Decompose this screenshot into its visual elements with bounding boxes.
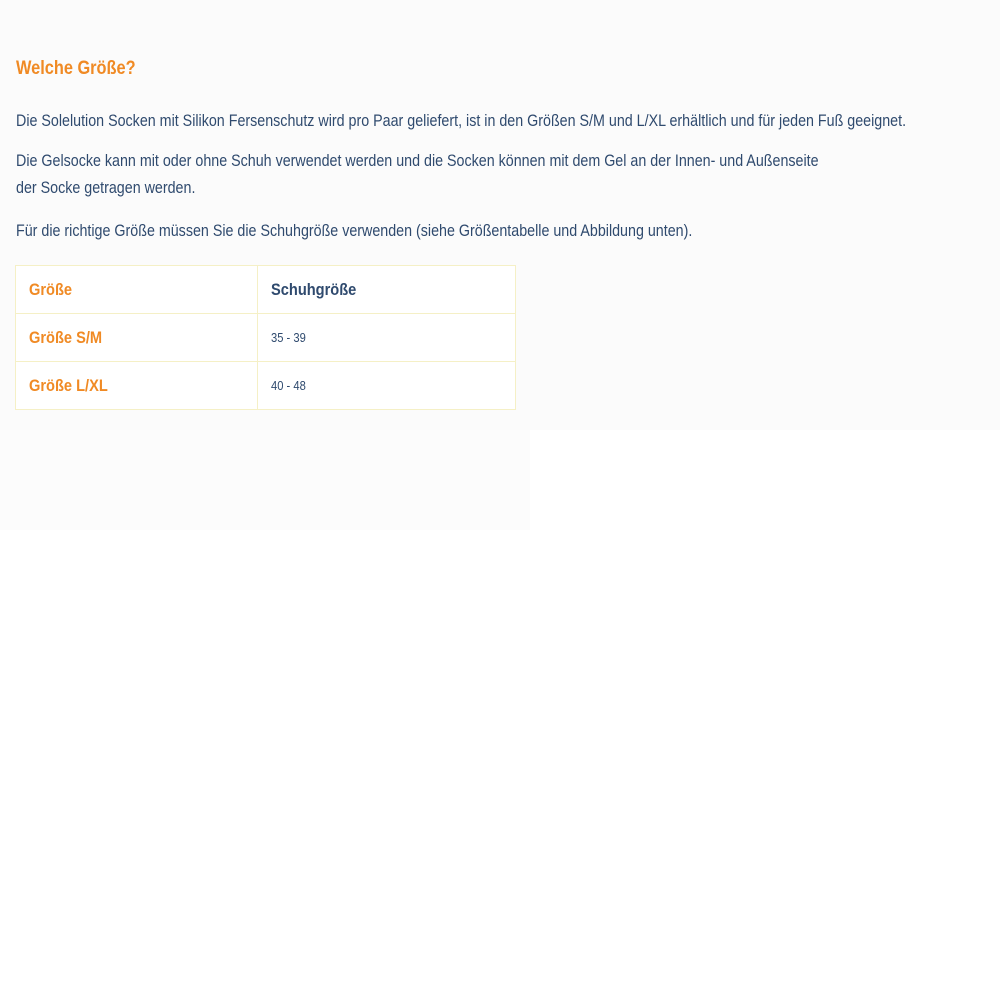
- intro-paragraph: [16, 107, 906, 134]
- size-hint-text: Für die richtige Größe müssen Sie die Schuhgröße verwenden (siehe Größentabelle und Abbildung unten).: [16, 221, 693, 240]
- header-cell-shoe-size: [258, 266, 516, 314]
- intro-text: Die Solelution Socken mit Silikon Fersenschutz wird pro Paar geliefert, ist in den Größen S/M und L/XL erhältlich und für jeden Fuß geeignet.: [16, 111, 907, 130]
- size-label-sm: Größe S/M: [29, 327, 103, 347]
- header-size-label: Größe: [29, 279, 73, 299]
- header-shoe-size-label: Schuhgröße: [271, 279, 357, 299]
- size-hint-paragraph: [16, 217, 692, 244]
- size-cell: [16, 362, 258, 410]
- table-header-row: [16, 266, 516, 314]
- shoe-size-cell: [258, 314, 516, 362]
- size-label-lxl: Größe L/XL: [29, 375, 108, 395]
- usage-text-line-2: der Socke getragen werden.: [16, 178, 196, 197]
- size-cell: [16, 314, 258, 362]
- usage-paragraph: [16, 147, 819, 201]
- size-table: [15, 265, 516, 410]
- shoe-size-value-lxl: 40 - 48: [271, 377, 306, 393]
- usage-text-line-1: Die Gelsocke kann mit oder ohne Schuh verwendet werden und die Socken können mit dem Gel an der Innen- und Außenseite: [16, 151, 819, 170]
- shoe-size-cell: [258, 362, 516, 410]
- content-panel-extension: [0, 430, 530, 530]
- section-heading: Welche Größe?: [16, 58, 136, 79]
- header-cell-size: [16, 266, 258, 314]
- shoe-size-value-sm: 35 - 39: [271, 329, 306, 345]
- table-row: [16, 314, 516, 362]
- table-row: [16, 362, 516, 410]
